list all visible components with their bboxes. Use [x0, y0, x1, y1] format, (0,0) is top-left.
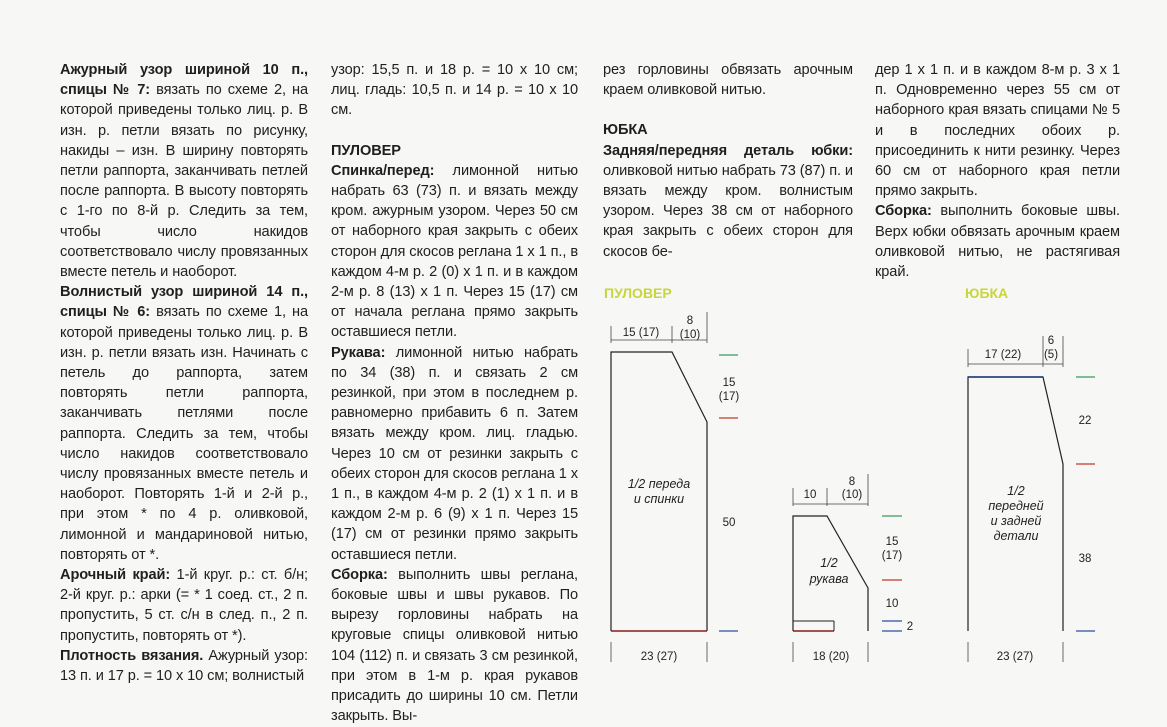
wavy-pattern-paragraph: Волнистый узор шириной 14 п., спицы № 6: вязать по схеме 1, на которой приведены только лиц. р. В изн. р. петли вязать изн. Начинать с петель до раппорта, затем повторять петли раппорта, заканчивать петлями после раппорта. Следить за тем, чтобы число накидов соответствовало числу провязанных вместе петель и наоборот. Повторять 1-й и 2-й р., при этом * по 4 р. оливковой, лимонной и мандариновой нитью, повторять от *. — [60, 284, 308, 563]
sleeve-diagram — [793, 474, 913, 663]
sleeve-top-width-label: 10 — [803, 489, 817, 501]
body-bottom-width-label: 23 (27) — [640, 651, 678, 663]
sleeves-paragraph: Рукава: лимонной нитью набрать по 34 (38) п. и связать 2 см резинкой, при этом в последнем р. равномерно прибавить 6 п. Затем вязать между кром. лиц. гладью. Через 10 см от резинки закрыть с обеих сторон для скосов реглана 1 х 1 п., в каждом 4-м р. 2 (1) х 1 п. и в каждом 2-м р. 6 (9) х 1 п. Через 15 (17) см от резинки прямо закрыть оставшиеся петли. — [331, 344, 578, 563]
skirt-bottom-width-label: 23 (27) — [996, 651, 1034, 663]
back-front-paragraph: Спинка/перед: лимонной нитью набрать 63 (73) п. и вязать между кром. ажурным узором. Через 50 см от наборного края закрыть с обеих сторон для скосов реглана 1 х 1 п., в каждом 4-м р. 2 (0) х 1 п. и в каждом 2-м р. 8 (13) х 1 п. Через 15 (17) см от начала реглана прямо закрыть оставшиеся петли. — [331, 162, 578, 341]
sleeve-rib-label: 2 — [906, 621, 914, 633]
skirt-piece-label-4: детали — [993, 529, 1039, 543]
body-height-label: 50 — [722, 517, 736, 529]
pullover-heading: ПУЛОВЕР — [331, 142, 401, 159]
arch-edge-paragraph: Арочный край: 1-й круг. р.: ст. б/н; 2-й круг. р.: арки (= * 1 соед. ст., 2 п. пропустить, 5 ст. с/н в след. п., 2 п. пропустить, повторять от *). — [60, 567, 308, 644]
neckline-paragraph: рез горловины обвязать арочным краем оливковой нитью. — [603, 62, 853, 99]
skirt-flare-width-label-1: 6 — [1047, 335, 1055, 347]
sleeve-raglan-width-label-2: (10) — [841, 489, 863, 501]
gauge-paragraph: Плотность вязания. Ажурный узор: 13 п. и 17 р. = 10 х 10 см; волнистый — [60, 647, 309, 685]
sleeve-piece-label-1: 1/2 — [820, 556, 838, 570]
hips-paragraph: дер 1 х 1 п. и в каждом 8-м р. 3 х 1 п. Одновременно через 55 см от наборного края вязать спицами № 5 и в последних обоих р. присоединить к нити резинку. Через 60 см от наборного края петли прямо закрыть. — [875, 62, 1120, 200]
skirt-top-width-label: 17 (22) — [984, 349, 1022, 361]
skirt-upper-height-label: 22 — [1078, 415, 1092, 427]
skirt-flare-width-label-2: (5) — [1043, 349, 1059, 361]
sleeve-raglan-height-label-1: 15 — [885, 536, 899, 548]
skirt-diagram-title: ЮБКА — [965, 285, 1009, 301]
pullover-diagram-title: ПУЛОВЕР — [604, 285, 672, 301]
body-diagram — [611, 312, 739, 663]
skirt-assembly-paragraph: Сборка: выполнить боковые швы. Верх юбки обвязать арочным краем оливковой нитью, не растягивая край. — [875, 203, 1120, 281]
sleeve-raglan-width-label-1: 8 — [848, 476, 856, 488]
gauge-continued: узор: 15,5 п. и 18 р. = 10 х 10 см; лиц. гладь: 10,5 п. и 14 р. = 10 х 10 см. — [331, 62, 578, 119]
skirt-piece-label-3: и задней — [990, 514, 1042, 528]
body-top-width-label: 15 (17) — [622, 327, 660, 339]
skirt-lower-height-label: 38 — [1078, 553, 1092, 565]
skirt-piece-label-2: передней — [988, 499, 1044, 513]
sleeve-piece-label-2: рукава — [809, 572, 849, 586]
sleeve-height-label: 10 — [885, 598, 899, 610]
skirt-piece-paragraph: Задняя/передняя деталь юбки: оливковой нитью набрать 73 (87) п. и вязать между кром. волнистым узором. Через 38 см от наборного края закрыть с обеих сторон для скосов бе- — [603, 142, 853, 260]
body-raglan-width-label-2: (10) — [679, 329, 701, 341]
sleeve-bottom-width-label: 18 (20) — [812, 651, 850, 663]
skirt-heading: ЮБКА — [603, 122, 648, 139]
body-piece-label-1: 1/2 переда — [627, 477, 691, 491]
body-raglan-height-label-2: (17) — [718, 391, 740, 403]
assembly-paragraph: Сборка: выполнить швы реглана, боковые швы и швы рукавов. По вырезу горловины набрать на круговые спицы оливковой нитью 104 (112) п. и связать 3 см резинкой, при этом в 1-м р. края рукавов присадить до ширины 10 см. Петли закрыть. Вы- — [331, 566, 578, 725]
openwork-pattern-paragraph: Ажурный узор шириной 10 п., спицы № 7: вязать по схеме 2, на которой приведены только лиц. р. В изн. р. петли вязать по рисунку, накиды – изн. В ширину повторять петли раппорта, заканчивать петлей после раппорта. В высоту повторять с 1-го по 8-й р. Следить за тем, чтобы число накидов соответствовало числу провязанных вместе петель и наоборот. — [60, 62, 308, 281]
body-raglan-height-label-1: 15 — [722, 377, 736, 389]
skirt-piece-label-1: 1/2 — [1007, 484, 1025, 498]
body-raglan-width-label-1: 8 — [686, 315, 694, 327]
sleeve-raglan-height-label-2: (17) — [881, 550, 903, 562]
body-piece-label-2: и спинки — [633, 492, 685, 506]
skirt-diagram — [968, 335, 1095, 663]
